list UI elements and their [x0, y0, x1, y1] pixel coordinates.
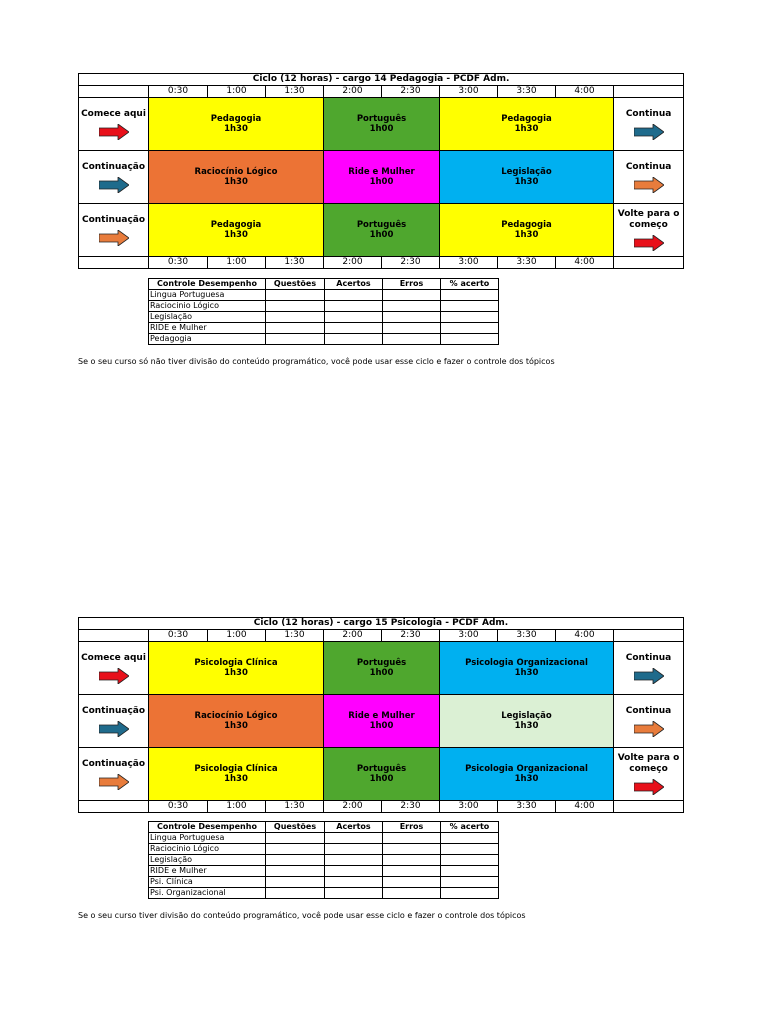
- table-row: [149, 877, 499, 888]
- cycle-title: Ciclo (12 horas) - cargo 15 Psicologia - PCDF Adm.: [79, 618, 684, 630]
- subject-duration: 1h00: [369, 774, 394, 784]
- perf-cell[interactable]: [441, 301, 499, 312]
- arrow-right-icon: [634, 124, 664, 140]
- perf-cell[interactable]: [325, 301, 383, 312]
- arrow-right-icon: [634, 779, 664, 795]
- study-block: [324, 695, 440, 748]
- perf-cell[interactable]: [383, 844, 441, 855]
- subject-duration: 1h30: [514, 124, 539, 134]
- time-label: 2:30: [382, 630, 440, 642]
- perf-cell[interactable]: [383, 301, 441, 312]
- subject-name: Pedagogia: [501, 114, 552, 124]
- subject-name: Português: [356, 114, 407, 124]
- time-label: 0:30: [149, 86, 208, 98]
- study-block: [324, 151, 440, 204]
- time-label: 2:30: [382, 86, 440, 98]
- arrow-right-icon: [634, 668, 664, 684]
- subject-duration: 1h30: [514, 774, 539, 784]
- study-block: [440, 98, 614, 151]
- perf-cell[interactable]: [266, 877, 325, 888]
- perf-cell[interactable]: [266, 312, 325, 323]
- cycle-table-psicologia: [78, 617, 683, 813]
- subject-name: Português: [356, 764, 407, 774]
- subject-duration: 1h00: [369, 668, 394, 678]
- perf-cell[interactable]: [266, 301, 325, 312]
- subject-duration: 1h00: [369, 721, 394, 731]
- subject-duration: 1h30: [224, 177, 248, 187]
- study-block: [324, 204, 440, 257]
- table-row: [149, 866, 499, 877]
- subject-name: Português: [356, 220, 407, 230]
- table-row: [149, 312, 499, 323]
- perf-header: Questões: [266, 822, 325, 833]
- perf-cell[interactable]: [441, 334, 499, 345]
- study-block: [440, 642, 614, 695]
- cycle-title: Ciclo (12 horas) - cargo 14 Pedagogia - PCDF Adm.: [79, 74, 684, 86]
- perf-cell[interactable]: [325, 888, 383, 899]
- time-label: 4:00: [556, 257, 614, 269]
- subject-duration: 1h00: [369, 177, 394, 187]
- subject-name: Raciocínio Lógico: [194, 167, 278, 177]
- table-row: [149, 323, 499, 334]
- arrow-right-icon: [99, 721, 129, 737]
- time-label: 1:30: [266, 801, 324, 813]
- time-label: 1:30: [266, 630, 324, 642]
- perf-header: Erros: [383, 822, 441, 833]
- study-block: [440, 204, 614, 257]
- subject-name: Ride e Mulher: [348, 711, 415, 721]
- subject-name: Psicologia Organizacional: [465, 764, 588, 774]
- time-label: 2:00: [324, 86, 382, 98]
- time-label: 2:00: [324, 801, 382, 813]
- time-label: 3:30: [498, 86, 556, 98]
- arrow-right-icon: [634, 721, 664, 737]
- study-block: [149, 151, 324, 204]
- perf-header: Acertos: [325, 822, 383, 833]
- subject-name: Pedagogia: [210, 220, 262, 230]
- time-label: 3:00: [440, 630, 498, 642]
- perf-cell[interactable]: [325, 833, 383, 844]
- row-start-label: Continuação: [79, 695, 149, 748]
- row-end-label: Continua: [614, 151, 684, 204]
- arrow-right-icon: [99, 124, 129, 140]
- table-row: [149, 290, 499, 301]
- perf-cell[interactable]: [325, 855, 383, 866]
- subject-duration: 1h30: [224, 721, 248, 731]
- subject-name: Psicologia Clínica: [194, 658, 278, 668]
- performance-table-pedagogia: [148, 278, 499, 345]
- perf-cell[interactable]: [383, 323, 441, 334]
- perf-header: % acerto: [441, 279, 499, 290]
- perf-cell[interactable]: [266, 334, 325, 345]
- perf-header: Erros: [383, 279, 441, 290]
- subject-duration: 1h30: [514, 177, 539, 187]
- arrow-right-icon: [634, 235, 664, 251]
- time-label: 3:00: [440, 801, 498, 813]
- time-label: 4:00: [556, 86, 614, 98]
- perf-subject: Lingua Portuguesa: [149, 290, 266, 301]
- perf-cell[interactable]: [383, 877, 441, 888]
- study-block: [440, 151, 614, 204]
- perf-subject: Psi. Organizacional: [149, 888, 266, 899]
- subject-duration: 1h30: [224, 230, 248, 240]
- row-end-label: Volte para o começo: [614, 748, 684, 801]
- perf-cell[interactable]: [325, 844, 383, 855]
- time-label: 1:00: [208, 630, 266, 642]
- perf-cell[interactable]: [325, 290, 383, 301]
- row-start-label: Comece aqui: [79, 98, 149, 151]
- perf-cell[interactable]: [441, 866, 499, 877]
- perf-subject: Raciocinio Lógico: [149, 844, 266, 855]
- perf-cell[interactable]: [383, 334, 441, 345]
- perf-subject: Raciocinio Lógico: [149, 301, 266, 312]
- study-block: [149, 98, 324, 151]
- performance-table-psicologia: [148, 821, 499, 899]
- row-start-label: Comece aqui: [79, 642, 149, 695]
- perf-cell[interactable]: [325, 312, 383, 323]
- subject-name: Pedagogia: [210, 114, 262, 124]
- study-block: [440, 748, 614, 801]
- perf-cell[interactable]: [383, 290, 441, 301]
- time-label: 0:30: [149, 257, 208, 269]
- row-end-label: Continua: [614, 695, 684, 748]
- study-block: [149, 748, 324, 801]
- perf-cell[interactable]: [383, 833, 441, 844]
- study-block: [324, 748, 440, 801]
- time-label: 3:30: [498, 257, 556, 269]
- perf-header: Controle Desempenho: [149, 279, 266, 290]
- time-label: 3:30: [498, 630, 556, 642]
- time-label: 2:30: [382, 257, 440, 269]
- perf-cell[interactable]: [266, 866, 325, 877]
- arrow-right-icon: [99, 668, 129, 684]
- table-row: [149, 334, 499, 345]
- time-label: 1:30: [266, 86, 324, 98]
- table-row: [149, 844, 499, 855]
- row-end-label: Continua: [614, 98, 684, 151]
- perf-subject: RIDE e Mulher: [149, 866, 266, 877]
- time-label: 4:00: [556, 801, 614, 813]
- subject-name: Psicologia Clínica: [194, 764, 278, 774]
- time-label: 1:00: [208, 257, 266, 269]
- row-start-label: Continuação: [79, 204, 149, 257]
- perf-cell[interactable]: [266, 323, 325, 334]
- perf-cell[interactable]: [325, 323, 383, 334]
- time-label: 1:30: [266, 257, 324, 269]
- perf-header: Controle Desempenho: [149, 822, 266, 833]
- study-block: [149, 642, 324, 695]
- perf-cell[interactable]: [441, 855, 499, 866]
- subject-duration: 1h30: [514, 230, 539, 240]
- perf-cell[interactable]: [325, 866, 383, 877]
- subject-duration: 1h00: [369, 124, 394, 134]
- subject-duration: 1h30: [224, 668, 248, 678]
- row-start-label: Continuação: [79, 151, 149, 204]
- table-row: [149, 301, 499, 312]
- row-start-label: Continuação: [79, 748, 149, 801]
- perf-cell[interactable]: [441, 290, 499, 301]
- perf-subject: RIDE e Mulher: [149, 323, 266, 334]
- perf-cell[interactable]: [441, 312, 499, 323]
- perf-subject: Legislação: [149, 312, 266, 323]
- arrow-right-icon: [99, 230, 129, 246]
- time-label: 2:30: [382, 801, 440, 813]
- perf-cell[interactable]: [266, 833, 325, 844]
- subject-duration: 1h30: [224, 124, 248, 134]
- table-row: [149, 855, 499, 866]
- subject-name: Pedagogia: [501, 220, 552, 230]
- time-label: 4:00: [556, 630, 614, 642]
- subject-name: Ride e Mulher: [348, 167, 415, 177]
- perf-cell[interactable]: [266, 844, 325, 855]
- table-row: [149, 833, 499, 844]
- study-block: [324, 642, 440, 695]
- subject-name: Legislação: [501, 711, 552, 721]
- time-label: 0:30: [149, 801, 208, 813]
- time-label: 1:00: [208, 801, 266, 813]
- perf-subject: Lingua Portuguesa: [149, 833, 266, 844]
- subject-duration: 1h00: [369, 230, 394, 240]
- cycle-table-pedagogia: [78, 73, 683, 269]
- perf-cell[interactable]: [266, 888, 325, 899]
- study-block: [149, 204, 324, 257]
- arrow-right-icon: [634, 177, 664, 193]
- subject-duration: 1h30: [224, 774, 248, 784]
- perf-header: Questões: [266, 279, 325, 290]
- study-block: [149, 695, 324, 748]
- perf-cell[interactable]: [441, 844, 499, 855]
- perf-cell[interactable]: [383, 855, 441, 866]
- time-label: 0:30: [149, 630, 208, 642]
- subject-duration: 1h30: [514, 721, 539, 731]
- subject-name: Português: [356, 658, 407, 668]
- subject-duration: 1h30: [514, 668, 539, 678]
- arrow-right-icon: [99, 177, 129, 193]
- time-label: 1:00: [208, 86, 266, 98]
- perf-cell[interactable]: [383, 866, 441, 877]
- time-label: 2:00: [324, 630, 382, 642]
- table-row: [149, 888, 499, 899]
- perf-header: Acertos: [325, 279, 383, 290]
- row-end-label: Continua: [614, 642, 684, 695]
- subject-name: Legislação: [501, 167, 552, 177]
- perf-cell[interactable]: [441, 877, 499, 888]
- perf-cell[interactable]: [383, 312, 441, 323]
- perf-cell[interactable]: [266, 290, 325, 301]
- time-label: 2:00: [324, 257, 382, 269]
- subject-name: Raciocínio Lógico: [194, 711, 278, 721]
- perf-header: % acerto: [441, 822, 499, 833]
- arrow-right-icon: [99, 774, 129, 790]
- subject-name: Psicologia Organizacional: [465, 658, 588, 668]
- perf-subject: Legislação: [149, 855, 266, 866]
- perf-subject: Pedagogia: [149, 334, 266, 345]
- time-label: 3:00: [440, 86, 498, 98]
- perf-cell[interactable]: [325, 334, 383, 345]
- note-text: Se o seu curso tiver divisão do conteúdo programático, você pode usar esse ciclo e fazer o controle dos tópicos: [78, 911, 526, 920]
- study-block: [440, 695, 614, 748]
- perf-cell[interactable]: [441, 833, 499, 844]
- perf-cell[interactable]: [441, 888, 499, 899]
- row-end-label: Volte para o começo: [614, 204, 684, 257]
- time-label: 3:30: [498, 801, 556, 813]
- time-label: 3:00: [440, 257, 498, 269]
- perf-cell[interactable]: [266, 855, 325, 866]
- perf-cell[interactable]: [325, 877, 383, 888]
- note-text: Se o seu curso só não tiver divisão do conteúdo programático, você pode usar esse ciclo e fazer o controle dos tópicos: [78, 357, 555, 366]
- perf-cell[interactable]: [441, 323, 499, 334]
- perf-subject: Psi. Clínica: [149, 877, 266, 888]
- perf-cell[interactable]: [383, 888, 441, 899]
- study-block: [324, 98, 440, 151]
